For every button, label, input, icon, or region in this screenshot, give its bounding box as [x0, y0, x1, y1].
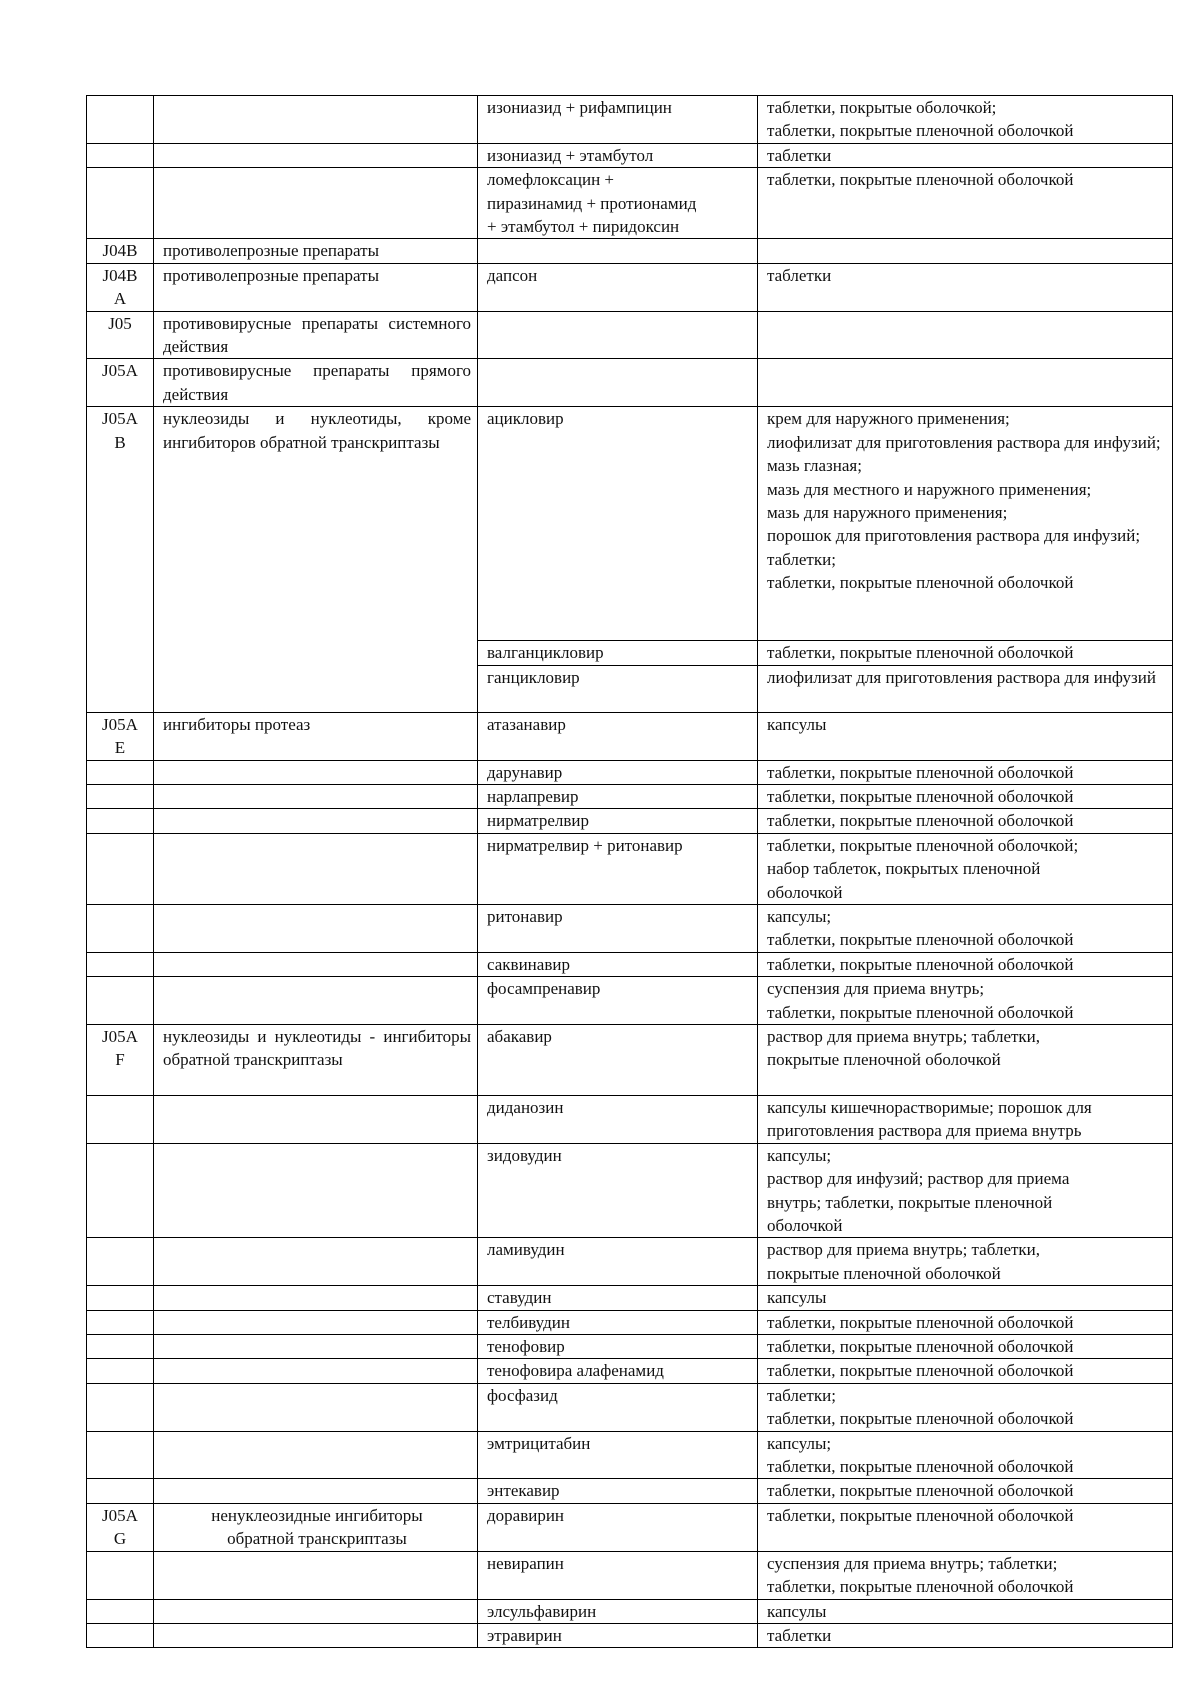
table-row: [87, 1335, 1173, 1359]
drug-name-cell: диданозин: [478, 1095, 758, 1143]
table-row: [87, 1431, 1173, 1479]
dosage-form-cell: [758, 239, 1173, 263]
drug-name-cell: фосампренавир: [478, 977, 758, 1025]
atc-group-cell: противовирусные препараты прямого действия: [154, 359, 478, 407]
medicines-table: [86, 95, 1173, 1648]
dosage-form-cell: таблетки, покрытые пленочной оболочкой: [758, 1359, 1173, 1383]
atc-code-cell: [87, 1383, 154, 1431]
atc-code-cell: J04B A: [87, 263, 154, 311]
table-row: [87, 784, 1173, 808]
atc-code-cell: J05A G: [87, 1503, 154, 1551]
atc-group-cell: [154, 784, 478, 808]
atc-code-cell: [87, 952, 154, 976]
drug-name-cell: доравирин: [478, 1503, 758, 1551]
table-row: [87, 239, 1173, 263]
table-row: [87, 1599, 1173, 1623]
atc-group-cell: нуклеозиды и нуклеотиды, кроме ингибиторов обратной транскриптазы: [154, 407, 478, 712]
table-row: [87, 1310, 1173, 1334]
atc-group-cell: [154, 1623, 478, 1647]
drug-name-cell: этравирин: [478, 1623, 758, 1647]
atc-group-cell: [154, 1431, 478, 1479]
table-row: [87, 359, 1173, 407]
dosage-form-cell: таблетки, покрытые пленочной оболочкой: [758, 641, 1173, 665]
drug-name-cell: невирапин: [478, 1551, 758, 1599]
drug-name-cell: тенофовира алафенамид: [478, 1359, 758, 1383]
atc-code-cell: [87, 1143, 154, 1238]
atc-code-cell: [87, 168, 154, 239]
atc-group-cell: [154, 760, 478, 784]
table-row: [87, 1623, 1173, 1647]
atc-code-cell: [87, 760, 154, 784]
atc-code-cell: J05A B: [87, 407, 154, 712]
drug-name-cell: ритонавир: [478, 904, 758, 952]
drug-name-cell: нирматрелвир + ритонавир: [478, 833, 758, 904]
drug-name-cell: дапсон: [478, 263, 758, 311]
drug-name-cell: тенофовир: [478, 1335, 758, 1359]
dosage-form-cell: [758, 359, 1173, 407]
atc-group-cell: [154, 809, 478, 833]
atc-code-cell: J05A: [87, 359, 154, 407]
dosage-form-cell: капсулы; таблетки, покрытые пленочной оболочкой: [758, 1431, 1173, 1479]
drug-name-cell: ставудин: [478, 1286, 758, 1310]
atc-group-cell: [154, 1383, 478, 1431]
dosage-form-cell: раствор для приема внутрь; таблетки, покрытые пленочной оболочкой: [758, 1238, 1173, 1286]
drug-name-cell: изониазид + рифампицин: [478, 96, 758, 144]
table-row: [87, 168, 1173, 239]
drug-name-cell: нирматрелвир: [478, 809, 758, 833]
table-row: [87, 904, 1173, 952]
atc-code-cell: [87, 1623, 154, 1647]
drug-name-cell: телбивудин: [478, 1310, 758, 1334]
dosage-form-cell: капсулы: [758, 1599, 1173, 1623]
drug-name-cell: [478, 359, 758, 407]
atc-group-cell: противолепрозные препараты: [154, 263, 478, 311]
dosage-form-cell: таблетки: [758, 143, 1173, 167]
atc-code-cell: [87, 784, 154, 808]
dosage-form-cell: таблетки, покрытые оболочкой; таблетки, покрытые пленочной оболочкой: [758, 96, 1173, 144]
table-row: [87, 1286, 1173, 1310]
drug-name-cell: нарлапревир: [478, 784, 758, 808]
atc-code-cell: [87, 96, 154, 144]
dosage-form-cell: раствор для приема внутрь; таблетки, покрытые пленочной оболочкой: [758, 1024, 1173, 1095]
table-row: [87, 760, 1173, 784]
table-row: [87, 1551, 1173, 1599]
drug-name-cell: ганцикловир: [478, 665, 758, 712]
table-row: [87, 977, 1173, 1025]
dosage-form-cell: таблетки; таблетки, покрытые пленочной оболочкой: [758, 1383, 1173, 1431]
table-row: [87, 1503, 1173, 1551]
dosage-form-cell: таблетки: [758, 1623, 1173, 1647]
table-row: [87, 1383, 1173, 1431]
table-body: [87, 96, 1173, 1648]
atc-code-cell: J05A F: [87, 1024, 154, 1095]
drug-name-cell: ламивудин: [478, 1238, 758, 1286]
atc-code-cell: [87, 1335, 154, 1359]
table-row: [87, 407, 1173, 641]
drug-name-cell: ацикловир: [478, 407, 758, 641]
table-row: [87, 143, 1173, 167]
table-row: [87, 1238, 1173, 1286]
dosage-form-cell: [758, 311, 1173, 359]
drug-name-cell: [478, 311, 758, 359]
dosage-form-cell: лиофилизат для приготовления раствора для инфузий: [758, 665, 1173, 712]
atc-group-cell: [154, 1143, 478, 1238]
atc-group-cell: [154, 1551, 478, 1599]
atc-code-cell: [87, 833, 154, 904]
atc-code-cell: [87, 1095, 154, 1143]
atc-code-cell: [87, 1479, 154, 1503]
drug-name-cell: саквинавир: [478, 952, 758, 976]
document-page: [86, 95, 1172, 1648]
dosage-form-cell: таблетки, покрытые пленочной оболочкой: [758, 784, 1173, 808]
atc-group-cell: противолепрозные препараты: [154, 239, 478, 263]
atc-code-cell: [87, 904, 154, 952]
dosage-form-cell: таблетки, покрытые пленочной оболочкой: [758, 1335, 1173, 1359]
atc-code-cell: J05: [87, 311, 154, 359]
table-row: [87, 1024, 1173, 1095]
dosage-form-cell: таблетки, покрытые пленочной оболочкой: [758, 1479, 1173, 1503]
table-row: [87, 833, 1173, 904]
dosage-form-cell: капсулы: [758, 712, 1173, 760]
atc-group-cell: [154, 143, 478, 167]
dosage-form-cell: таблетки, покрытые пленочной оболочкой: [758, 1310, 1173, 1334]
atc-group-cell: [154, 1310, 478, 1334]
dosage-form-cell: таблетки, покрытые пленочной оболочкой: [758, 760, 1173, 784]
atc-group-cell: [154, 904, 478, 952]
table-row: [87, 263, 1173, 311]
dosage-form-cell: капсулы; таблетки, покрытые пленочной оболочкой: [758, 904, 1173, 952]
atc-group-cell: [154, 833, 478, 904]
dosage-form-cell: таблетки, покрытые пленочной оболочкой; набор таблеток, покрытых пленочной оболочкой: [758, 833, 1173, 904]
dosage-form-cell: таблетки: [758, 263, 1173, 311]
dosage-form-cell: таблетки, покрытые пленочной оболочкой: [758, 952, 1173, 976]
dosage-form-cell: таблетки, покрытые пленочной оболочкой: [758, 168, 1173, 239]
atc-group-cell: [154, 1335, 478, 1359]
dosage-form-cell: таблетки, покрытые пленочной оболочкой: [758, 1503, 1173, 1551]
atc-code-cell: [87, 809, 154, 833]
drug-name-cell: элсульфавирин: [478, 1599, 758, 1623]
atc-group-cell: [154, 168, 478, 239]
table-row: [87, 1095, 1173, 1143]
dosage-form-cell: суспензия для приема внутрь; таблетки, покрытые пленочной оболочкой: [758, 977, 1173, 1025]
atc-code-cell: [87, 143, 154, 167]
atc-group-cell: ненуклеозидные ингибиторы обратной транскриптазы: [154, 1503, 478, 1551]
drug-name-cell: изониазид + этамбутол: [478, 143, 758, 167]
atc-group-cell: [154, 1095, 478, 1143]
table-row: [87, 1143, 1173, 1238]
atc-code-cell: [87, 1286, 154, 1310]
dosage-form-cell: капсулы кишечнорастворимые; порошок для приготовления раствора для приема внутрь: [758, 1095, 1173, 1143]
drug-name-cell: зидовудин: [478, 1143, 758, 1238]
atc-group-cell: [154, 952, 478, 976]
atc-group-cell: [154, 977, 478, 1025]
drug-name-cell: атазанавир: [478, 712, 758, 760]
drug-name-cell: валганцикловир: [478, 641, 758, 665]
atc-code-cell: [87, 1431, 154, 1479]
table-row: [87, 952, 1173, 976]
atc-code-cell: [87, 1599, 154, 1623]
drug-name-cell: абакавир: [478, 1024, 758, 1095]
atc-group-cell: [154, 1286, 478, 1310]
table-row: [87, 1359, 1173, 1383]
drug-name-cell: эмтрицитабин: [478, 1431, 758, 1479]
atc-group-cell: ингибиторы протеаз: [154, 712, 478, 760]
drug-name-cell: фосфазид: [478, 1383, 758, 1431]
atc-group-cell: противовирусные препараты системного действия: [154, 311, 478, 359]
table-row: [87, 96, 1173, 144]
atc-group-cell: [154, 1479, 478, 1503]
dosage-form-cell: крем для наружного применения; лиофилизат для приготовления раствора для инфузий; мазь глазная; мазь для местного и наружного применения; мазь для наружного применения; порошок для приготовления раствора для инфузий; таблетки; таблетки, покрытые пленочной оболочкой: [758, 407, 1173, 641]
drug-name-cell: энтекавир: [478, 1479, 758, 1503]
atc-group-cell: [154, 1599, 478, 1623]
dosage-form-cell: суспензия для приема внутрь; таблетки; таблетки, покрытые пленочной оболочкой: [758, 1551, 1173, 1599]
dosage-form-cell: капсулы; раствор для инфузий; раствор для приема внутрь; таблетки, покрытые пленочной оболочкой: [758, 1143, 1173, 1238]
atc-code-cell: [87, 1238, 154, 1286]
atc-group-cell: [154, 1359, 478, 1383]
dosage-form-cell: таблетки, покрытые пленочной оболочкой: [758, 809, 1173, 833]
table-row: [87, 311, 1173, 359]
atc-code-cell: [87, 977, 154, 1025]
atc-group-cell: [154, 1238, 478, 1286]
atc-group-cell: нуклеозиды и нуклеотиды - ингибиторы обратной транскриптазы: [154, 1024, 478, 1095]
atc-code-cell: J05A E: [87, 712, 154, 760]
table-row: [87, 712, 1173, 760]
table-row: [87, 809, 1173, 833]
drug-name-cell: дарунавир: [478, 760, 758, 784]
drug-name-cell: ломефлоксацин + пиразинамид + протионамид + этамбутол + пиридоксин: [478, 168, 758, 239]
dosage-form-cell: капсулы: [758, 1286, 1173, 1310]
atc-code-cell: J04B: [87, 239, 154, 263]
atc-code-cell: [87, 1359, 154, 1383]
table-row: [87, 1479, 1173, 1503]
atc-code-cell: [87, 1310, 154, 1334]
drug-name-cell: [478, 239, 758, 263]
atc-code-cell: [87, 1551, 154, 1599]
atc-group-cell: [154, 96, 478, 144]
